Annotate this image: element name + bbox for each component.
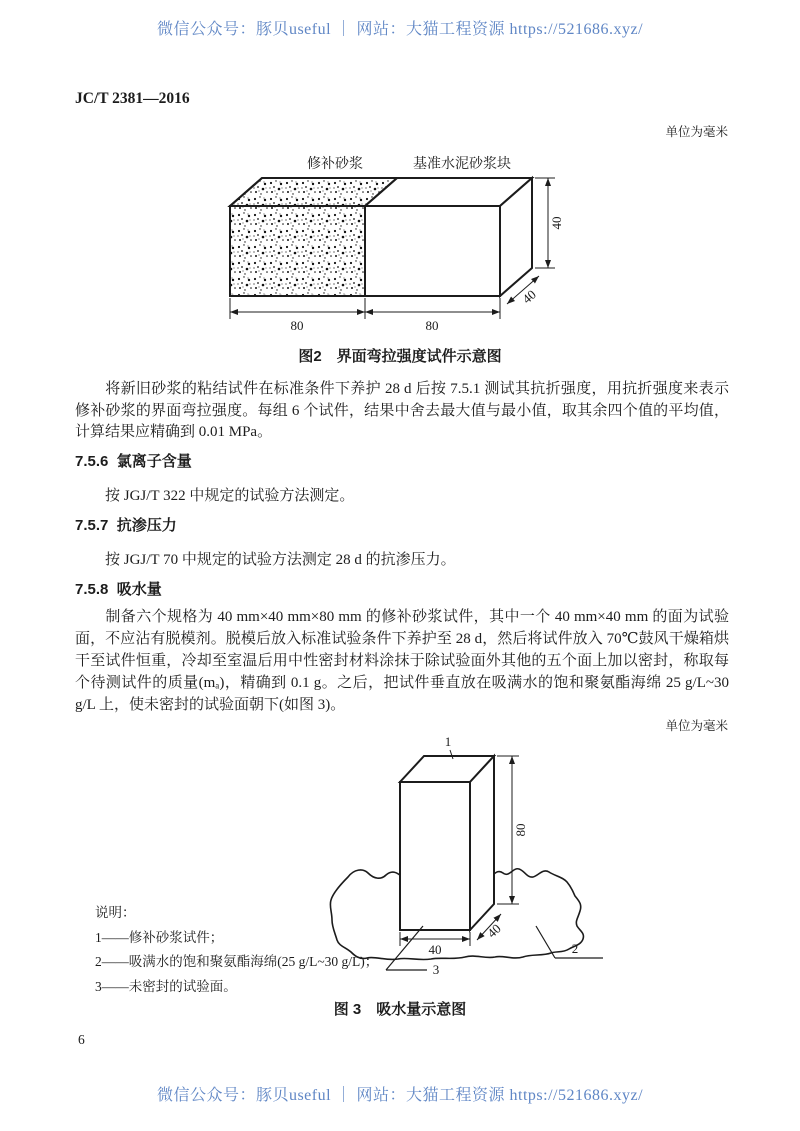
page-number: 6	[78, 1032, 85, 1047]
section-7-5-6-number: 7.5.6	[75, 453, 109, 470]
para-interface-flexural-strength	[75, 379, 729, 444]
watermark-top: 微信公众号：豚贝useful ｜ 网站：大猫工程资源 https://521686.xyz/	[156, 21, 644, 38]
watermark-bottom: 微信公众号：豚贝useful ｜ 网站：大猫工程资源 https://521686.xyz/	[156, 1087, 644, 1104]
legend-title: 说明：	[95, 905, 136, 920]
figure3-dim-40-depth: 40	[484, 920, 504, 941]
figure2-diagram	[205, 148, 595, 348]
unit-note-figure3: 单位为毫米	[665, 719, 728, 733]
figure3-dim-40-width: 40	[428, 942, 442, 957]
figure2-dim-40-height: 40	[549, 216, 564, 230]
legend-item-2: 2——吸满水的饱和聚氨酯海绵(25 g/L~30 g/L)；	[95, 954, 379, 969]
specimen-prism	[400, 756, 494, 930]
figure3-caption: 图 3 吸水量示意图	[333, 1001, 467, 1018]
figure2-caption: 图2 界面弯拉强度试件示意图	[298, 348, 502, 365]
section-7-5-7-body-text: 按 JGJ/T 70 中规定的试验方法测定 28 d 的抗渗压力。	[105, 552, 456, 568]
section-7-5-8-body	[75, 606, 729, 716]
section-7-5-7-number: 7.5.7	[75, 517, 109, 534]
callout-2-leader	[536, 926, 603, 958]
callout-3-leader	[386, 926, 427, 970]
figure3-callout-3: 3	[432, 962, 440, 977]
section-7-5-8-number: 7.5.8	[75, 581, 109, 598]
figure3-callout-2: 2	[571, 941, 579, 956]
unit-note-figure2: 单位为毫米	[665, 125, 728, 139]
figure2-label-repair-mortar: 修补砂浆	[307, 157, 363, 172]
section-7-5-6-title: 氯离子含量	[116, 453, 192, 470]
para-interface-flexural-strength-text: 将新旧砂浆的粘结试件在标准条件下养护 28 d 后按 7.5.1 测试其抗折强度，用抗折强度来表示修补砂浆的界面弯拉强度。每组 6 个试件，结果中舍去最大值与最小值，取其余四个值的平均值，计算结果应精确到 0.01 MPa。	[75, 381, 729, 440]
section-7-5-6-body	[75, 485, 729, 507]
legend-item-3: 3——未密封的试验面。	[95, 978, 237, 994]
section-7-5-6-body-text: 按 JGJ/T 322 中规定的试验方法测定。	[105, 488, 355, 504]
figure3-dim-80-height: 80	[513, 823, 528, 837]
section-7-5-8-title: 吸水量	[116, 581, 162, 598]
figure2-label-base-mortar-block: 基准水泥砂浆块	[413, 157, 511, 172]
legend-item-1: 1——修补砂浆试件；	[95, 929, 224, 945]
figure3-callout-1: 1	[444, 734, 452, 749]
section-heading-7-5-6	[75, 450, 192, 471]
section-heading-7-5-7	[75, 514, 177, 535]
figure2-dim-40-depth: 40	[519, 286, 539, 307]
section-heading-7-5-8	[75, 578, 162, 599]
figure2-dim-80-left: 80	[290, 318, 304, 333]
doc-number: JC/T 2381—2016	[75, 90, 190, 107]
figure2-dim-80-right: 80	[425, 318, 439, 333]
section-7-5-7-body	[75, 549, 729, 571]
composite-prism	[230, 178, 532, 296]
figure2-bottom-dimensions	[230, 298, 500, 319]
section-7-5-7-title: 抗渗压力	[116, 517, 177, 534]
figure3-legend	[95, 901, 378, 999]
section-7-5-8-body-text: 制备六个规格为 40 mm×40 mm×80 mm 的修补砂浆试件，其中一个 40 mm×40 mm 的面为试验面，不应沾有脱模剂。脱模后放入标准试验条件下养护至 28 d，然后将试件放入 70℃鼓风干燥箱烘干至试件恒重，冷却至室温后用中性密封材料涂抹于除试验面外其他的五个面上加以密封，称取每个待测试件的质量(mₐ)，精确到 0.1 g。之后，把试件垂直放在吸满水的饱和聚氨酯海绵 25 g/L~30 g/L 上，使未密封的试验面朝下(如图 3)。	[75, 609, 729, 713]
